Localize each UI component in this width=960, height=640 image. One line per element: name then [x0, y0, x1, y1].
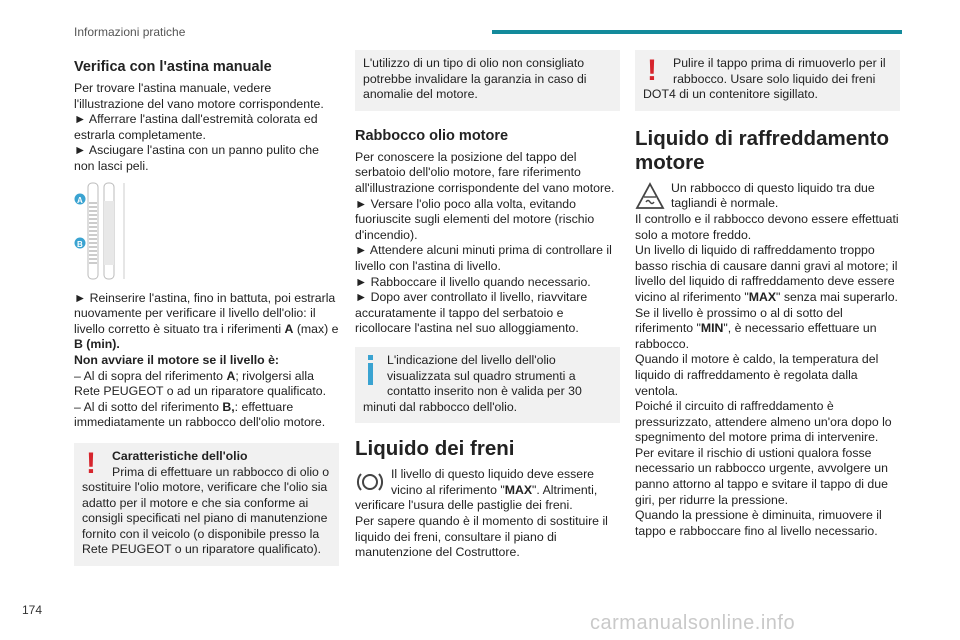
dash-item: – Al di sopra del riferimento A; rivolgersi alla Rete PEUGEOT o ad un riparatore qualificato. — [74, 368, 326, 399]
paragraph: Per trovare l'astina manuale, vedere l'illustrazione del vano motore corrispondente. — [74, 81, 324, 111]
section-heading-brake-fluid: Liquido dei freni — [355, 437, 515, 461]
info-text: L'indicazione del livello dell'olio visualizzata sul quadro strumenti a contatto inserito non è valida per 30 minuti dal rabbocco dell'olio. — [363, 352, 582, 414]
paragraph: Quando la pressione è diminuita, rimuovere il tappo e rabboccare fino al livello necessario. — [635, 508, 882, 538]
section-heading-oil-topup: Rabbocco olio motore — [355, 127, 509, 144]
bullet-step: ► Afferrare l'astina dall'estremità colorata ed estrarla completamente. — [74, 112, 318, 142]
header-accent-bar — [492, 30, 902, 34]
paragraph: Un livello di liquido di raffreddamento troppo basso rischia di causare danni gravi al motore; il livello del liquido di raffreddamento deve essere vicino al riferimento "MAX" senza mai superarlo. — [635, 243, 898, 304]
brake-fluid-block — [355, 467, 620, 561]
brake-warning-icon — [355, 467, 385, 497]
bold-note: Non avviare il motore se il livello è: — [74, 352, 280, 367]
dash-item: – Al di sotto del riferimento B,: effettuare immediatamente un rabbocco dell'olio motore. — [74, 399, 326, 430]
column-2 — [355, 50, 620, 561]
section-heading-coolant: Liquido di raffreddamento motore — [635, 126, 889, 174]
exclamation-warning-icon: ! — [647, 54, 657, 87]
marker-b-label: B — [77, 239, 83, 249]
section-heading-dipstick: Verifica con l'astina manuale — [74, 59, 272, 75]
bullet-step: ► Attendere alcuni minuti prima di controllare il livello con l'astina di livello. — [355, 243, 612, 273]
paragraph: Per sapere quando è il momento di sostituire il liquido dei freni, consultare il piano di manutenzione del Costruttore. — [355, 514, 608, 560]
paragraph: Per evitare il rischio di ustioni qualora fosse necessario un rabbocco urgente, avvolgere un panno attorno al tappo e svitare il tappo di due giri, per ridurre la pressione. — [635, 445, 888, 507]
note-box-oil-warranty — [355, 50, 620, 111]
bullet-step: ► Reinserire l'astina, fino in battuta, poi estrarla nuovamente per verificare il livello dell'olio: il livello corretto è situato tra i riferimenti A (max) e B (min). — [74, 290, 339, 352]
paragraph: Poiché il circuito di raffreddamento è pressurizzato, attendere almeno un'ora dopo lo spegnimento del motore prima di intervenire. — [635, 399, 892, 445]
paragraph: Quando il motore è caldo, la temperatura del liquido di raffreddamento è regolata dalla ventola. — [635, 352, 879, 398]
watermark: carmanualsonline.info — [590, 612, 796, 634]
warning-title: Caratteristiche dell'olio — [112, 448, 248, 463]
bullet-step: ► Asciugare l'astina con un panno pulito che non lasci peli. — [74, 143, 319, 173]
brake-text: Il livello di questo liquido deve essere vicino al riferimento "MAX". Altrimenti, verificare l'usura delle pastiglie dei freni. — [355, 467, 598, 513]
note-text: L'utilizzo di un tipo di olio non consigliato potrebbe invalidare la garanzia in caso di anomalie del motore. — [363, 56, 587, 102]
paragraph: Il controllo e il rabbocco devono essere effettuati solo a motore freddo. — [635, 211, 899, 242]
warning-text: Prima di effettuare un rabbocco di olio o sostituire l'olio motore, verificare che l'olio sia adatto per il motore e che sia conforme ai consigli specificati nel piano di manutenzione fornito con il veicolo (o disponibile presso la Rete PEUGEOT o un riparatore qualificato). — [82, 464, 330, 557]
exclamation-warning-icon: ! — [86, 446, 96, 480]
column-3 — [635, 50, 900, 539]
paragraph: Per conoscere la posizione del tappo del serbatoio dell'olio motore, fare riferimento all'illustrazione corrispondente del vano motore. — [355, 149, 615, 195]
dipstick-icon — [74, 181, 154, 281]
header-title: Informazioni pratiche — [74, 25, 186, 39]
bullet-step: ► Versare l'olio poco alla volta, evitando fuoriuscite sugli elementi del motore (rischio d'incendio). — [355, 196, 595, 242]
marker-a-label: A — [77, 195, 83, 205]
bullet-step: ► Dopo aver controllato il livello, riavvitare accuratamente il tappo del serbatoio e ricollocare l'astina nel suo alloggiamento. — [355, 290, 588, 336]
coolant-block — [635, 181, 900, 540]
info-icon — [367, 355, 373, 385]
column-1 — [74, 50, 339, 566]
paragraph: Se il livello è prossimo o al di sotto del riferimento "MIN", è necessario effettuare un rabbocco. — [635, 305, 877, 351]
dipstick-illustration — [74, 181, 339, 281]
warning-box-oil — [74, 443, 339, 566]
bullet-step: ► Rabboccare il livello quando necessario. — [355, 274, 591, 289]
page-number: 174 — [22, 603, 43, 617]
paragraph: Un rabbocco di questo liquido tra due tagliandi è normale. — [671, 180, 875, 211]
warning-text: Pulire il tappo prima di rimuoverlo per il rabbocco. Usare solo liquido dei freni DOT4 di un contenitore sigillato. — [643, 56, 886, 102]
caution-triangle-icon — [635, 181, 665, 211]
info-box-oil-indicator — [355, 347, 620, 423]
warning-box-brake-cap — [635, 50, 900, 111]
